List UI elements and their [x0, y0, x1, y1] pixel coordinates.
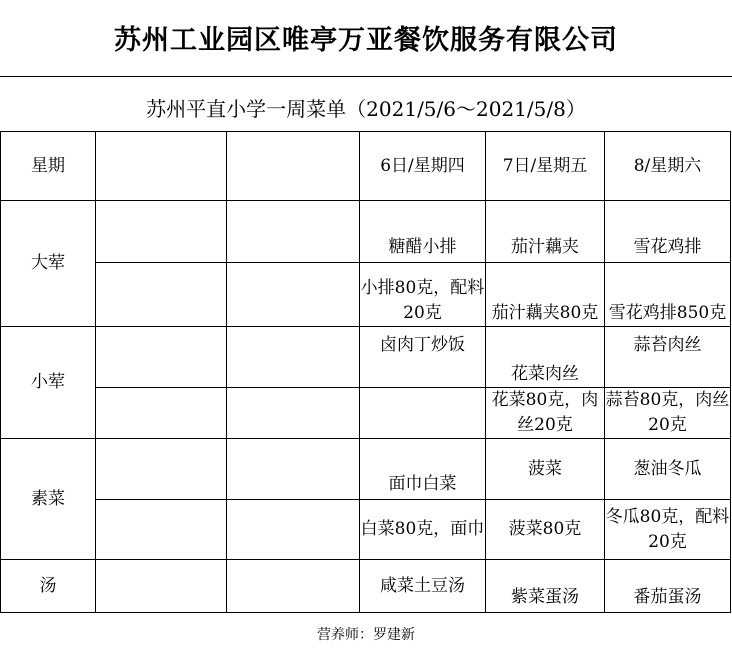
empty-cell	[96, 132, 227, 201]
soup-cell: 紫菜蛋汤	[486, 560, 605, 613]
empty-cell	[96, 500, 227, 560]
company-name: 苏州工业园区唯亭万亚餐饮服务有限公司	[114, 25, 618, 56]
divider	[0, 76, 732, 77]
category-small-meat: 小荤	[1, 327, 96, 439]
dish-cell: 糖醋小排	[360, 201, 486, 263]
empty-cell	[96, 263, 227, 327]
category-soup: 汤	[1, 560, 96, 613]
detail-cell: 菠菜80克	[486, 500, 605, 560]
empty-cell	[227, 388, 360, 439]
dish-cell: 面巾白菜	[360, 439, 486, 500]
vegetable-dish-row	[1, 439, 731, 500]
soup-cell: 咸菜土豆汤	[360, 560, 486, 613]
empty-cell	[227, 439, 360, 500]
detail-cell	[360, 388, 486, 439]
big-meat-dish-row	[1, 201, 731, 263]
empty-cell	[227, 132, 360, 201]
detail-cell: 茄汁藕夹80克	[486, 263, 605, 327]
empty-cell	[96, 388, 227, 439]
small-meat-detail-row	[1, 388, 731, 439]
small-meat-dish-row	[1, 327, 731, 388]
detail-cell: 蒜苔80克，肉丝20克	[605, 388, 731, 439]
nutritionist-label: 营养师：罗建新	[317, 627, 415, 643]
dish-cell: 茄汁藕夹	[486, 201, 605, 263]
day-header: 6日/星期四	[360, 132, 486, 201]
dish-cell: 花菜肉丝	[486, 327, 605, 388]
menu-title: 苏州平直小学一周菜单（2021/5/6～2021/5/8）	[146, 97, 586, 121]
detail-cell: 小排80克，配料20克	[360, 263, 486, 327]
empty-cell	[227, 201, 360, 263]
empty-cell	[227, 560, 360, 613]
soup-cell: 番茄蛋汤	[605, 560, 731, 613]
empty-cell	[227, 327, 360, 388]
dish-cell: 雪花鸡排	[605, 201, 731, 263]
day-header: 7日/星期五	[486, 132, 605, 201]
detail-cell: 冬瓜80克，配料20克	[605, 500, 731, 560]
day-header: 8/星期六	[605, 132, 731, 201]
dish-cell: 葱油冬瓜	[605, 439, 731, 500]
soup-row	[1, 560, 731, 613]
dish-cell: 菠菜	[486, 439, 605, 500]
category-vegetable: 素菜	[1, 439, 96, 560]
dish-cell: 卤肉丁炒饭	[360, 327, 486, 388]
category-big-meat: 大荤	[1, 201, 96, 327]
dish-cell: 蒜苔肉丝	[605, 327, 731, 388]
big-meat-detail-row	[1, 263, 731, 327]
empty-cell	[96, 439, 227, 500]
empty-cell	[96, 560, 227, 613]
empty-cell	[227, 500, 360, 560]
header-row	[1, 132, 731, 201]
detail-cell: 雪花鸡排850克	[605, 263, 731, 327]
weekday-header: 星期	[1, 132, 96, 201]
empty-cell	[96, 201, 227, 263]
detail-cell: 白菜80克，面巾	[360, 500, 486, 560]
vegetable-detail-row	[1, 500, 731, 560]
empty-cell	[96, 327, 227, 388]
empty-cell	[227, 263, 360, 327]
menu-table	[0, 131, 731, 613]
detail-cell: 花菜80克，肉丝20克	[486, 388, 605, 439]
